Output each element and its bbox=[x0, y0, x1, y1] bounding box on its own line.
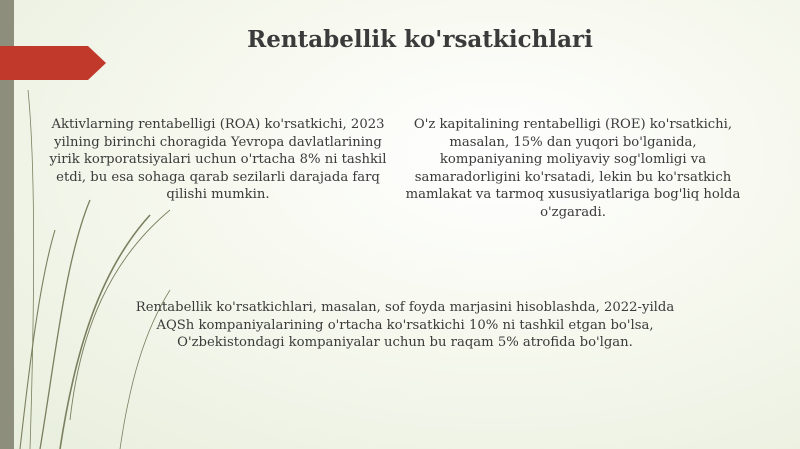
paragraph-profit-margin: Rentabellik ko'rsatkichlari, masalan, sof foyda marjasini hisoblashda, 2022-yilda AQSh kompaniyalarining o'rtacha ko'rsatkichi 10% ni tashkil etgan bo'lsa, O'zbekistondagi kompaniyalar uchun bu raqam 5% atrofida bo'lgan. bbox=[135, 300, 675, 350]
accent-arrow bbox=[0, 46, 106, 80]
paragraph-roe: O'z kapitalining rentabelligi (ROE) ko'rsatkichi, masalan, 15% dan yuqori bo'lganida, kompaniyaning moliyaviy sog'lomligi va samaradorligini ko'rsatadi, lekin bu ko'rsatkich mamlakat va tarmoq xususiyatlariga bog'liq holda o'zgaradi. bbox=[405, 117, 741, 220]
paragraph-roa: Aktivlarning rentabelligi (ROA) ko'rsatkichi, 2023 yilning birinchi choragida Yevropa davlatlarining yirik korporatsiyalari uchun o'rtacha 8% ni tashkil etdi, bu esa sohaga qarab sezilarli darajada farq qilishi mumkin. bbox=[49, 117, 387, 202]
slide-title: Rentabellik ko'rsatkichlari bbox=[247, 26, 593, 53]
